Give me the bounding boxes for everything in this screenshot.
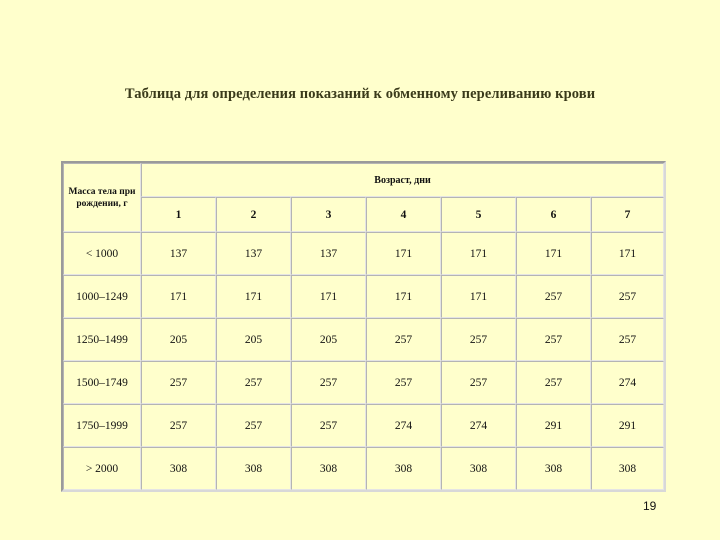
value-cell: 205 [291,318,366,361]
value-cell: 257 [366,361,441,404]
value-cell: 257 [141,361,216,404]
table-row [63,275,664,318]
value-cell: 274 [441,404,516,447]
value-cell: 257 [366,318,441,361]
day-header: 6 [516,197,591,232]
age-header: Возраст, дни [141,163,664,197]
value-cell: 257 [141,404,216,447]
value-cell: 137 [216,232,291,275]
table-row [63,361,664,404]
exchange-transfusion-table [61,161,666,492]
value-cell: 274 [591,361,664,404]
value-cell: 308 [291,447,366,490]
day-header: 5 [441,197,516,232]
value-cell: 257 [291,361,366,404]
value-cell: 291 [516,404,591,447]
day-header: 3 [291,197,366,232]
value-cell: 308 [591,447,664,490]
value-cell: 205 [216,318,291,361]
mass-cell: 1250–1499 [63,318,141,361]
value-cell: 274 [366,404,441,447]
value-cell: 308 [441,447,516,490]
page-number: 19 [643,499,657,513]
value-cell: 171 [141,275,216,318]
value-cell: 171 [366,275,441,318]
value-cell: 257 [591,318,664,361]
value-cell: 171 [216,275,291,318]
mass-header: Масса тела при рождении, г [63,163,141,232]
value-cell: 257 [291,404,366,447]
value-cell: 257 [216,361,291,404]
value-cell: 171 [591,232,664,275]
value-cell: 257 [441,361,516,404]
day-header: 1 [141,197,216,232]
value-cell: 171 [441,232,516,275]
table-row [63,318,664,361]
value-cell: 205 [141,318,216,361]
value-cell: 171 [291,275,366,318]
table-row [63,404,664,447]
value-cell: 137 [141,232,216,275]
value-cell: 257 [441,318,516,361]
value-cell: 257 [516,318,591,361]
value-cell: 308 [366,447,441,490]
value-cell: 257 [516,275,591,318]
value-cell: 257 [591,275,664,318]
value-cell: 308 [216,447,291,490]
value-cell: 137 [291,232,366,275]
value-cell: 171 [516,232,591,275]
mass-cell: 1000–1249 [63,275,141,318]
table-row [63,232,664,275]
value-cell: 171 [366,232,441,275]
value-cell: 257 [216,404,291,447]
value-cell: 257 [516,361,591,404]
day-header: 7 [591,197,664,232]
slide-title: Таблица для определения показаний к обменному переливанию крови [124,86,596,102]
value-cell: 308 [141,447,216,490]
mass-cell: < 1000 [63,232,141,275]
day-header: 2 [216,197,291,232]
table-row [63,447,664,490]
value-cell: 291 [591,404,664,447]
mass-cell: 1500–1749 [63,361,141,404]
value-cell: 171 [441,275,516,318]
mass-cell: > 2000 [63,447,141,490]
day-header: 4 [366,197,441,232]
mass-cell: 1750–1999 [63,404,141,447]
value-cell: 308 [516,447,591,490]
